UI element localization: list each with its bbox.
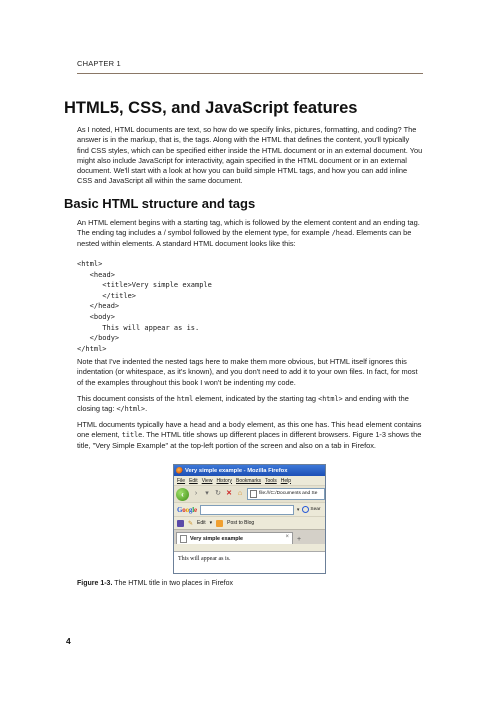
menu-item-history: History <box>216 477 232 484</box>
paragraph-text: and a <box>206 420 229 429</box>
paragraph-text: HTML documents typically have a <box>77 420 190 429</box>
menu-item-view: View <box>201 477 213 484</box>
code-line: <body> <box>77 312 115 321</box>
page-number: 4 <box>66 636 71 646</box>
address-bar-url: file:///C:/Documents and Se <box>259 491 318 496</box>
tab-close-icon: × <box>285 534 289 540</box>
bookmark-edit-label: Edit <box>197 520 206 526</box>
reload-icon: ↻ <box>215 490 221 497</box>
section-heading: HTML5, CSS, and JavaScript features <box>64 99 358 117</box>
address-bar <box>247 488 325 500</box>
figure-caption-label: Figure 1-3. <box>77 580 113 587</box>
paragraph-text: . <box>145 404 148 414</box>
menu-item-file: File <box>177 477 186 484</box>
home-icon: ⌂ <box>237 490 243 497</box>
back-arrow-icon: ‹ <box>176 488 189 501</box>
google-search-button <box>302 506 320 513</box>
code-line: </body> <box>77 334 120 343</box>
inline-code: head <box>189 421 207 429</box>
header-rule <box>77 73 423 74</box>
browser-menu-bar <box>174 476 325 485</box>
pencil-icon: ✎ <box>188 520 194 527</box>
paragraph-text: and ending with the closing tag: <box>77 394 409 414</box>
inline-code: </html> <box>116 405 146 414</box>
bookmarks-toolbar <box>174 516 325 529</box>
code-line: </head> <box>77 302 120 311</box>
subsection-heading: Basic HTML structure and tags <box>64 196 256 211</box>
chevron-down-icon: ▾ <box>296 506 300 513</box>
paragraph-html-element <box>77 394 423 415</box>
chapter-label: CHAPTER 1 <box>77 59 121 68</box>
browser-tab-title: Very simple example <box>190 535 244 542</box>
browser-tab-strip <box>174 529 325 544</box>
code-line: <head> <box>77 270 115 279</box>
inline-code: body <box>228 421 246 429</box>
code-block <box>77 259 212 354</box>
menu-item-bookmarks: Bookmarks <box>236 477 262 484</box>
browser-title-bar <box>174 465 325 476</box>
new-tab-icon: + <box>297 536 302 543</box>
paragraph-text: . The HTML title shows up different places in different browsers. Figure 1-3 shows the title, "Very Simple Example" at the top-left portion of the screen and also on a tab in Firefox. <box>77 430 422 450</box>
inline-code: head <box>347 421 364 429</box>
google-search-box <box>200 505 294 515</box>
search-icon <box>302 506 309 513</box>
page-icon <box>250 490 257 498</box>
paragraph-indentation: Note that I've indented the nested tags here to make them more obvious, but HTML itself ignores this indentation (or whitespace, as it's known), and you don't need to add it to your own files. In fact, for most of the examples throughout this book I won't be indenting my code. <box>77 357 418 387</box>
firefox-logo-icon <box>176 467 183 474</box>
search-button-label: Sear <box>310 507 321 512</box>
code-line: </html> <box>77 344 107 353</box>
chevron-down-icon: ▾ <box>209 520 213 526</box>
menu-item-tools: Tools <box>265 477 277 484</box>
paragraph-text: An HTML element begins with a starting tag, which is followed by the element content and an ending tag. The ending tag includes a / symbol followed by the element type, for example <box>77 218 420 238</box>
paragraph-text: This document consists of the <box>77 394 177 403</box>
page-content-text: This will appear as is. <box>178 556 231 562</box>
paragraph-text: . Elements can be nested within elements. A standard HTML document looks like this: <box>77 228 412 248</box>
code-line: This will appear as is. <box>77 323 200 332</box>
code-line: <title>Very simple example <box>77 281 212 290</box>
inline-code: /head <box>331 229 353 238</box>
browser-navigation-bar <box>174 485 325 502</box>
paragraph-head-body <box>77 420 423 451</box>
forward-arrow-icon: › <box>194 490 198 497</box>
inline-code: <html> <box>318 395 343 403</box>
bookmark-post-label: Post to Blog <box>227 520 255 526</box>
inline-code: title <box>121 431 143 440</box>
paragraph-text: element, indicated by the starting tag <box>193 394 319 403</box>
inline-code: html <box>176 395 194 403</box>
paragraph-elements <box>77 218 423 249</box>
tab-page-icon <box>180 535 187 543</box>
code-line: <html> <box>77 260 103 268</box>
browser-tab <box>176 532 293 544</box>
google-logo: Google <box>177 505 197 514</box>
code-line: </title> <box>77 291 137 300</box>
firefox-screenshot-figure <box>173 464 326 574</box>
intro-paragraph: As I noted, HTML documents are text, so how do we specify links, pictures, formatting, and coding? The answer is in the markup, that is, the tags. Along with the HTML that defines the content, you'll typically find CSS styles, which can be specified either inside the HTML document or in an external document. You might also include JavaScript for interactivity, again specified in the HTML document or in an external document. We'll start with a look at how you can build simple HTML tags, and how you can add inline CSS and JavaScript all within the same document. <box>77 125 423 186</box>
paragraph-text: element, as this one has. This <box>245 420 348 429</box>
menu-item-edit: Edit <box>189 477 198 484</box>
toolbar-app-icon <box>177 520 184 527</box>
blog-icon <box>216 520 223 527</box>
menu-item-help: Help <box>280 477 291 484</box>
dropdown-arrow-icon: ▾ <box>205 490 209 497</box>
paragraph-text: element contains one element, <box>77 420 422 440</box>
figure-caption <box>77 580 233 587</box>
browser-window-title: Very simple example - Mozilla Firefox <box>185 467 288 474</box>
figure-caption-text: The HTML title in two places in Firefox <box>112 580 234 587</box>
stop-icon: ✕ <box>226 490 232 497</box>
google-toolbar <box>174 502 325 516</box>
browser-content-area <box>174 551 325 573</box>
